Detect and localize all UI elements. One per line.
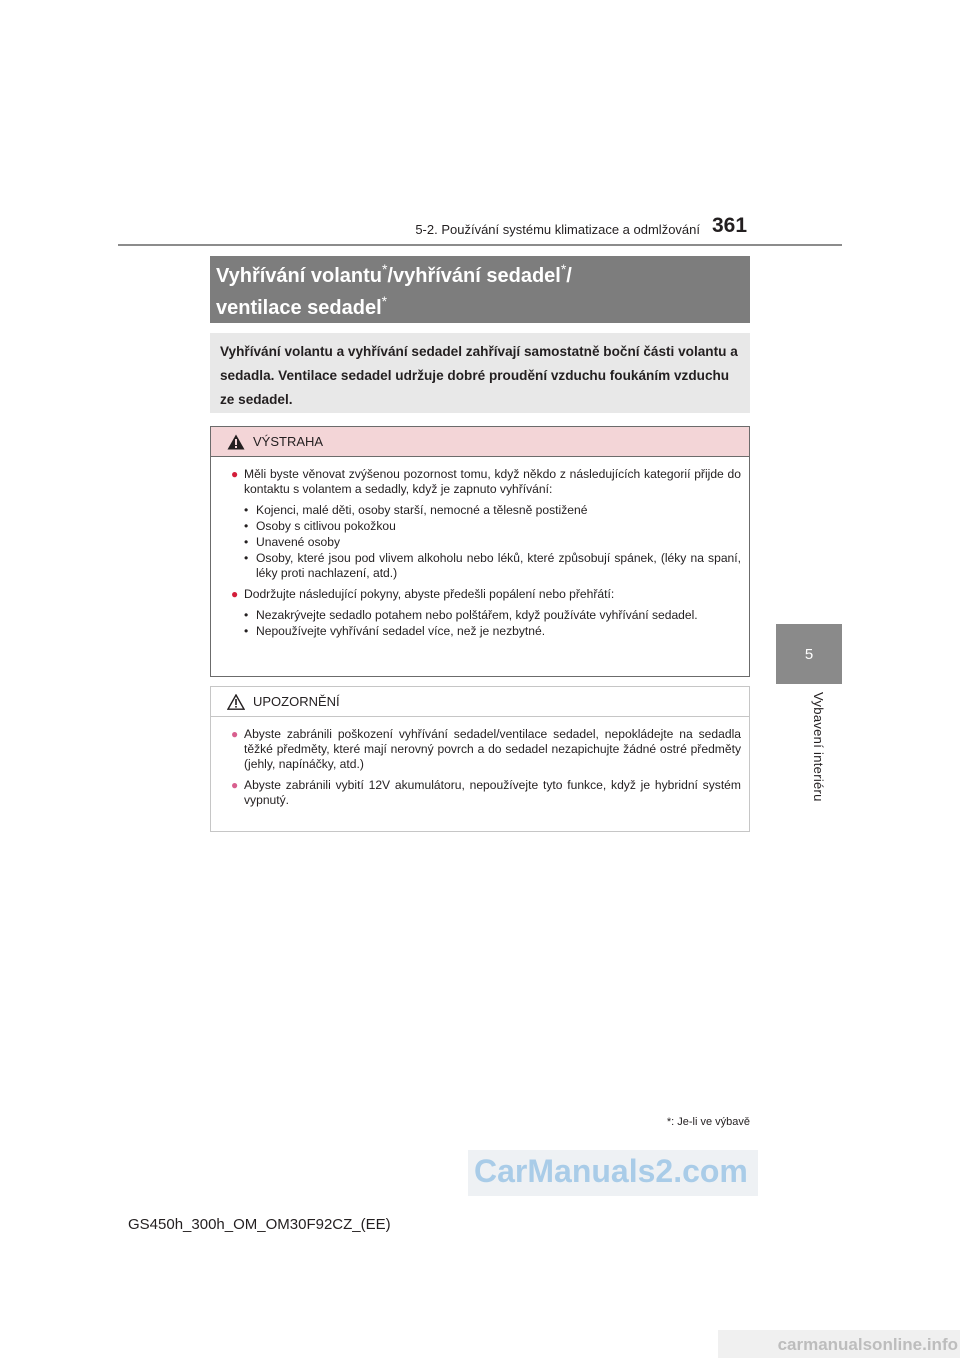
list-item	[231, 587, 741, 602]
warning-box	[210, 426, 750, 677]
header-divider	[118, 244, 842, 246]
notice-header	[211, 687, 749, 717]
sublist-text: Osoby s citlivou pokožkou	[256, 519, 396, 533]
list-item	[244, 535, 741, 550]
footnote-mark: *	[666, 1116, 672, 1128]
chapter-number: 5	[804, 645, 814, 663]
page-heading	[210, 256, 750, 323]
bullet-icon: ●	[231, 727, 239, 741]
bullet-icon: ●	[231, 587, 239, 601]
list-item	[244, 624, 741, 639]
sub-bullet-icon: •	[244, 624, 249, 638]
warning-header	[211, 427, 749, 457]
warning-bullet-1: Měli byste věnovat zvýšenou pozornost tomu, když někdo z následujících kategorií přijde do kontaktu s volantem a sedadly, když je zapnuto vyhřívání:	[244, 467, 741, 496]
list-item	[244, 551, 741, 581]
sublist-text: Kojenci, malé děti, osoby starší, nemocné a tělesně postižené	[256, 503, 588, 517]
warning-bullet-2: Dodržujte následující pokyny, abyste předešli popálení nebo přehřátí:	[244, 587, 615, 601]
page-number: 361	[712, 214, 748, 237]
list-item	[244, 608, 741, 623]
notice-box	[210, 686, 750, 832]
sub-bullet-icon: •	[244, 551, 249, 565]
warning-body	[211, 457, 749, 639]
list-item	[231, 727, 741, 772]
asterisk-2: *	[560, 261, 567, 277]
bullet-icon: ●	[231, 467, 239, 481]
section-title: 5-2. Používání systému klimatizace a odmlžování	[415, 222, 700, 237]
intro-text: Vyhřívání volantu a vyhřívání sedadel zahřívají samostatně boční části volantu a sedadla. Ventilace sedadel udržuje dobré proudění vzduchu foukáním vzduchu ze sedadel.	[210, 333, 750, 413]
list-item	[244, 519, 741, 534]
notice-body	[211, 717, 749, 808]
watermark-2: carmanualsonline.info	[777, 1335, 958, 1354]
sub-bullet-icon: •	[244, 535, 249, 549]
sub-bullet-icon: •	[244, 519, 249, 533]
sublist-text: Nepoužívejte vyhřívání sedadel více, než je nezbytné.	[256, 624, 546, 638]
asterisk-3: *	[381, 293, 388, 309]
notice-bullet-2: Abyste zabránili vybití 12V akumulátoru, nepoužívejte tyto funkce, když je hybridní systém vypnutý.	[244, 778, 741, 807]
sublist-text: Unavené osoby	[256, 535, 341, 549]
heading-part-1: Vyhřívání volantu	[216, 265, 382, 287]
heading-part-2: /vyhřívání sedadel	[387, 265, 561, 287]
sub-bullet-icon: •	[244, 503, 249, 517]
footnote-text: : Je-li ve výbavě	[671, 1116, 750, 1128]
list-item	[231, 467, 741, 497]
notice-bullet-1: Abyste zabránili poškození vyhřívání sedadel/ventilace sedadel, nepokládejte na sedadla těžké předměty, které mají nerovný povrch a do sedadel nezapichujte žádné ostré předměty (jehly, napínáčky, atd.)	[244, 727, 741, 771]
sublist-text: Nezakrývejte sedadlo potahem nebo polštářem, když používáte vyhřívání sedadel.	[256, 608, 698, 622]
heading-part-4: ventilace sedadel	[216, 297, 382, 319]
footer-code: GS450h_300h_OM_OM30F92CZ_(EE)	[128, 1216, 391, 1233]
warning-sublist-1	[244, 503, 741, 581]
asterisk-1: *	[381, 261, 388, 277]
chapter-title: Vybavení interiéru	[811, 692, 826, 802]
warning-heading: VÝSTRAHA	[253, 434, 324, 449]
bullet-icon: ●	[231, 778, 239, 792]
watermark-logo: CarManuals2.com	[474, 1153, 748, 1189]
footnote	[560, 1116, 750, 1128]
caution-triangle-icon	[227, 694, 245, 710]
chapter-tab	[776, 624, 842, 684]
sub-bullet-icon: •	[244, 608, 249, 622]
warning-triangle-icon	[227, 434, 245, 450]
list-item	[244, 503, 741, 518]
list-item	[231, 778, 741, 808]
notice-heading: UPOZORNĚNÍ	[253, 694, 340, 709]
warning-sublist-2	[244, 608, 741, 639]
heading-part-3: /	[566, 265, 572, 287]
sublist-text: Osoby, které jsou pod vlivem alkoholu nebo léků, které způsobují spánek, (léky na spaní, léky proti nachlazení, atd.)	[256, 551, 741, 580]
